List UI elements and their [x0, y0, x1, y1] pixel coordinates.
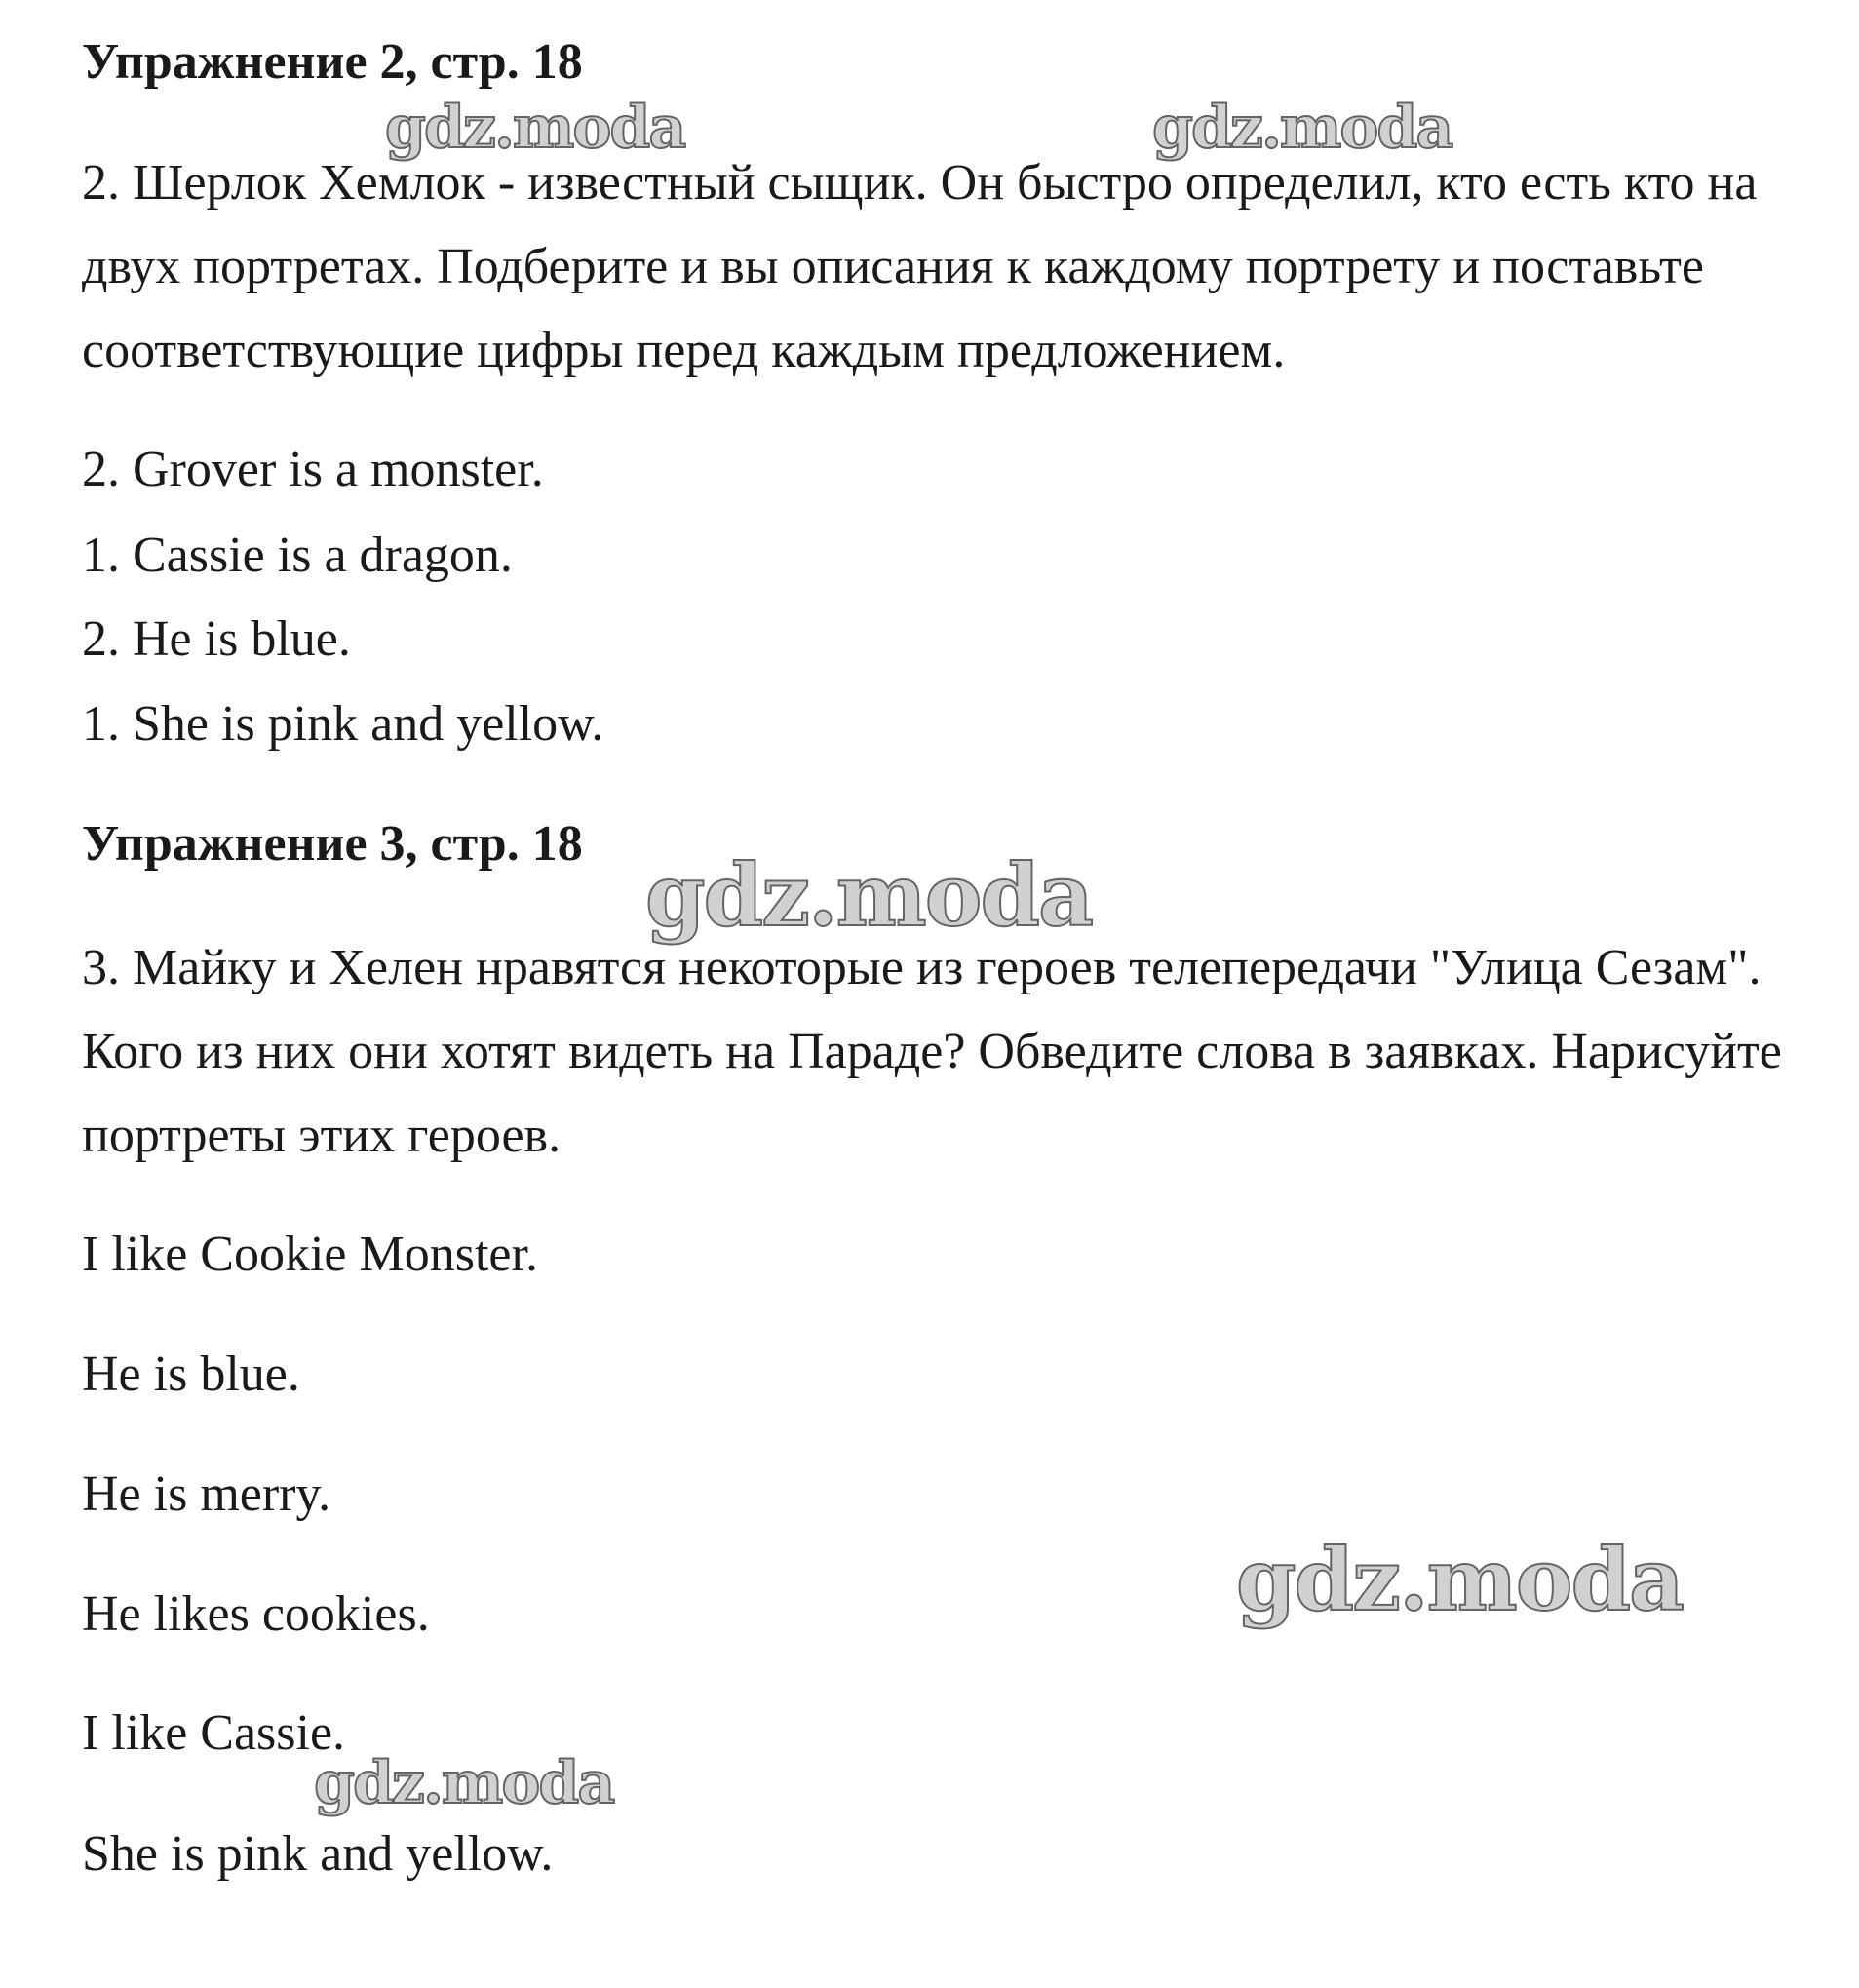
- exercise-2-answer-3: 2. He is blue.: [82, 611, 351, 667]
- exercise-3-answer-3: He is merry.: [82, 1466, 331, 1522]
- exercise-3-answer-2: He is blue.: [82, 1346, 300, 1402]
- exercise-2-heading: Упражнение 2, стр. 18: [82, 34, 583, 90]
- watermark: gdz.moda: [385, 94, 685, 162]
- exercise-2-answer-1: 2. Grover is a monster.: [82, 442, 544, 497]
- exercise-3-answer-4: He likes cookies.: [82, 1586, 430, 1642]
- exercise-3-task: 3. Майку и Хелен нравятся некоторые из героев телепередачи "Улица Сезам". Кого из них они хотят видеть на Параде? Обведите слова в заявках. Нарисуйте портреты этих героев.: [82, 940, 1782, 1163]
- watermark: gdz.moda: [1152, 94, 1452, 162]
- watermark: gdz.moda: [314, 1749, 614, 1817]
- watermark: gdz.moda: [1236, 1529, 1684, 1630]
- watermark: gdz.moda: [645, 844, 1093, 946]
- exercise-2-answer-2: 1. Cassie is a dragon.: [82, 527, 513, 583]
- exercise-3-answer-5: I like Cassie.: [82, 1705, 346, 1761]
- exercise-2-task: 2. Шерлок Хемлок - известный сыщик. Он быстро определил, кто есть кто на двух портретах. Подберите и вы описания к каждому портрету и поставьте соответствующие цифры перед каждым предложением.: [82, 155, 1758, 378]
- exercise-3-answer-6: She is pink and yellow.: [82, 1826, 554, 1882]
- exercise-3-answer-1: I like Cookie Monster.: [82, 1227, 538, 1282]
- exercise-3-heading: Упражнение 3, стр. 18: [82, 816, 583, 872]
- exercise-2-answer-4: 1. She is pink and yellow.: [82, 696, 604, 752]
